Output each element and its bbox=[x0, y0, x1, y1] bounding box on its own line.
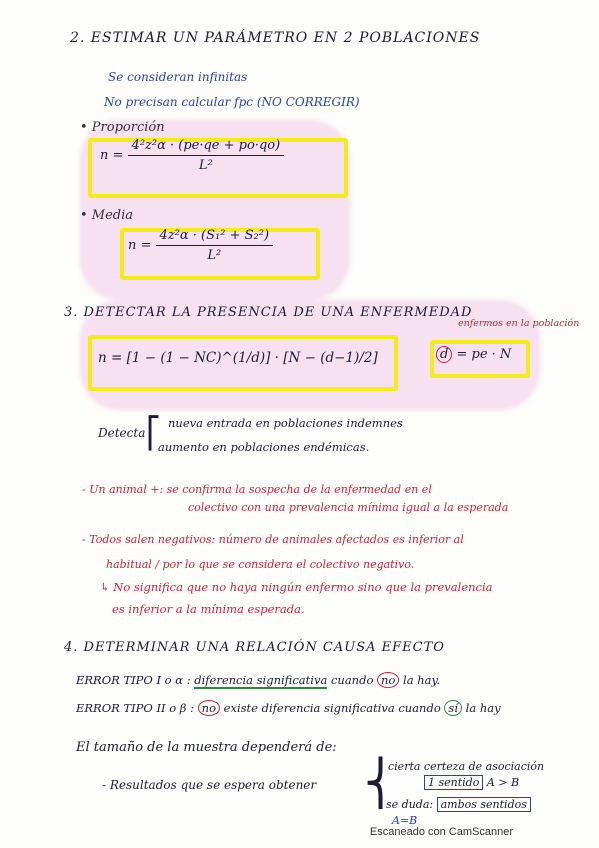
proportion-label: • Proporción bbox=[80, 120, 165, 135]
error-type-1-no: no bbox=[377, 672, 399, 688]
positive-note-2: colectivo con una prevalencia mínima igual a la esperada bbox=[188, 501, 509, 514]
a-greater-b: A > B bbox=[486, 776, 520, 789]
error-type-2-label: ERROR TIPO II o β : bbox=[76, 701, 194, 715]
error-type-1-highlight: diferencia significativa bbox=[194, 673, 328, 687]
proportion-fraction bbox=[128, 138, 285, 173]
error-type-2-mid: existe diferencia significativa cuando bbox=[223, 701, 441, 715]
doubt-text: se duda: bbox=[386, 798, 434, 811]
error-type-1-end: la hay. bbox=[403, 673, 441, 687]
negative-note-2: habitual / por lo que se considera el colectivo negativo. bbox=[106, 558, 415, 571]
detecta-label: Detecta bbox=[98, 426, 146, 440]
prevalence-note-2: es inferior a la mínima esperada. bbox=[112, 602, 305, 616]
d-formula: d = pe · N bbox=[436, 346, 511, 363]
media-fraction bbox=[156, 228, 273, 263]
a-equals-b: A=B bbox=[392, 814, 418, 827]
doubt-label bbox=[386, 798, 531, 811]
association-certainty: cierta certeza de asociación bbox=[388, 760, 545, 773]
section-3-title: 3. DETECTAR LA PRESENCIA DE UNA ENFERMEDAD bbox=[64, 305, 473, 320]
error-type-2 bbox=[76, 700, 501, 716]
detect-formula: n = [1 − (1 − NC)^(1/d)] · [N − (d−1)/2] bbox=[98, 350, 378, 366]
sample-size-depends: El tamaño de la muestra dependerá de: bbox=[76, 740, 337, 755]
both-directions-box: ambos sentidos bbox=[437, 797, 531, 812]
media-numerator: 4z²α · (S₁² + S₂²) bbox=[156, 228, 273, 246]
media-lhs: n = bbox=[128, 238, 152, 253]
prevalence-note-1: ↳ No significa que no haya ningún enfermo sino que la prevalencia bbox=[100, 580, 493, 594]
expected-results: - Resultados que se espera obtener bbox=[102, 778, 317, 792]
error-type-1 bbox=[76, 672, 440, 688]
media-denominator: L² bbox=[207, 248, 222, 263]
section-2-title: 2. ESTIMAR UN PARÁMETRO EN 2 POBLACIONES bbox=[70, 30, 481, 46]
one-direction bbox=[424, 776, 519, 789]
one-direction-box: 1 sentido bbox=[424, 775, 483, 790]
section-4-title: 4. DETERMINAR UNA RELACIÓN CAUSA EFECTO bbox=[64, 640, 445, 655]
detecta-item-1: nueva entrada en poblaciones indemnes bbox=[168, 416, 403, 430]
d-circled: d bbox=[436, 346, 452, 363]
media-label: • Media bbox=[80, 208, 134, 223]
negative-note-1: - Todos salen negativos: número de animales afectados es inferior al bbox=[82, 533, 464, 546]
media-formula bbox=[128, 228, 273, 263]
error-type-1-when: cuando bbox=[330, 673, 374, 687]
proportion-numerator: 4²z²α · (pe·qe + po·qo) bbox=[128, 138, 285, 156]
scanner-watermark: Escaneado con CamScanner bbox=[369, 826, 513, 838]
detecta-brace: ⎡ bbox=[146, 416, 161, 451]
proportion-denominator: L² bbox=[198, 158, 213, 173]
d-equation: pe · N bbox=[471, 347, 512, 362]
note-infinite: Se consideran infinitas bbox=[108, 70, 248, 84]
results-brace: ⎨ bbox=[364, 758, 397, 809]
d-note: enfermos en la población bbox=[458, 318, 580, 329]
proportion-lhs: n = bbox=[100, 148, 124, 163]
error-type-2-end: la hay bbox=[465, 701, 501, 715]
detecta-item-2: aumento en poblaciones endémicas. bbox=[158, 440, 370, 454]
note-fpc: No precisan calcular fpc (NO CORREGIR) bbox=[104, 95, 360, 109]
error-type-1-label: ERROR TIPO I o α : bbox=[76, 673, 191, 687]
error-type-2-no: no bbox=[198, 700, 220, 716]
positive-note-1: - Un animal +: se confirma la sospecha de la enfermedad en el bbox=[82, 483, 432, 496]
proportion-formula bbox=[100, 138, 284, 173]
error-type-2-si: sí bbox=[444, 700, 462, 716]
